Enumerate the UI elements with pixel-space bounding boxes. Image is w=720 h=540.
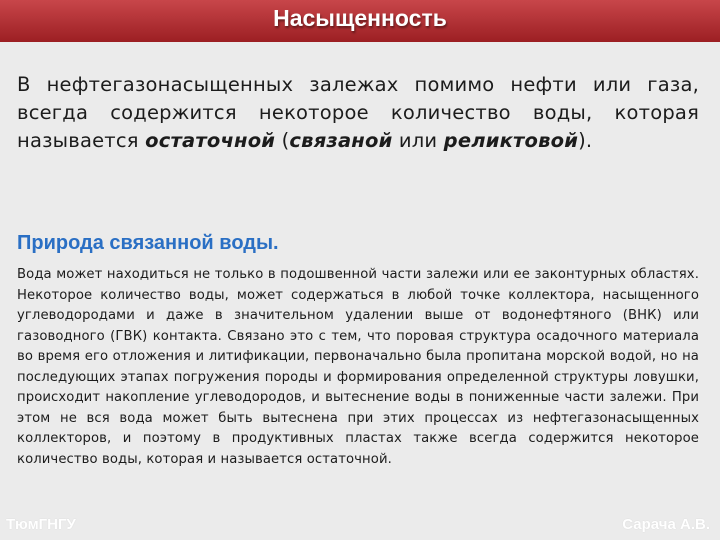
footer-university: ТюмГНГУ xyxy=(6,516,76,533)
term-bound: связаной xyxy=(289,129,393,152)
title-bar xyxy=(0,0,720,42)
lead-text-1: В нефтегазонасыщенных залежах помимо нефти или газа, всегда содержится некоторое количество воды, которая называется xyxy=(17,73,699,152)
section-heading: Природа связанной воды. xyxy=(17,232,279,254)
lead-paragraph xyxy=(17,71,699,155)
section-body: Вода может находиться не только в подошвенной части залежи или ее законтурных областях. Некоторое количество воды, может содержаться в любой точке коллектора, насыщенного углеводородами и даже в значительном удалении выше от водонефтяного (ВНК) или газоводного (ГВК) контакта. Связано это с тем, что поровая структура осадочного материала во время его отложения и литификации, первоначально была пропитана морской водой, но на последующих этапах погружения породы и формирования определенной структуры ловушки, происходит накопление углеводородов, и вытеснение воды в пониженные части залежи. При этом не вся вода может быть вытеснена при этих процессах из нефтегазонасыщенных коллекторов, и поэтому в продуктивных пластах также всегда содержится некоторое количество воды, которая и называется остаточной. xyxy=(17,267,699,467)
lead-text-2: ( xyxy=(275,129,290,152)
footer-author: Сарача А.В. xyxy=(622,516,710,533)
lead-text-4: ). xyxy=(578,129,593,152)
lead-text-3: или xyxy=(392,129,444,152)
term-residual: остаточной xyxy=(145,129,276,152)
term-relict: реликтовой xyxy=(443,129,579,152)
slide-title: Насыщенность xyxy=(273,5,447,31)
